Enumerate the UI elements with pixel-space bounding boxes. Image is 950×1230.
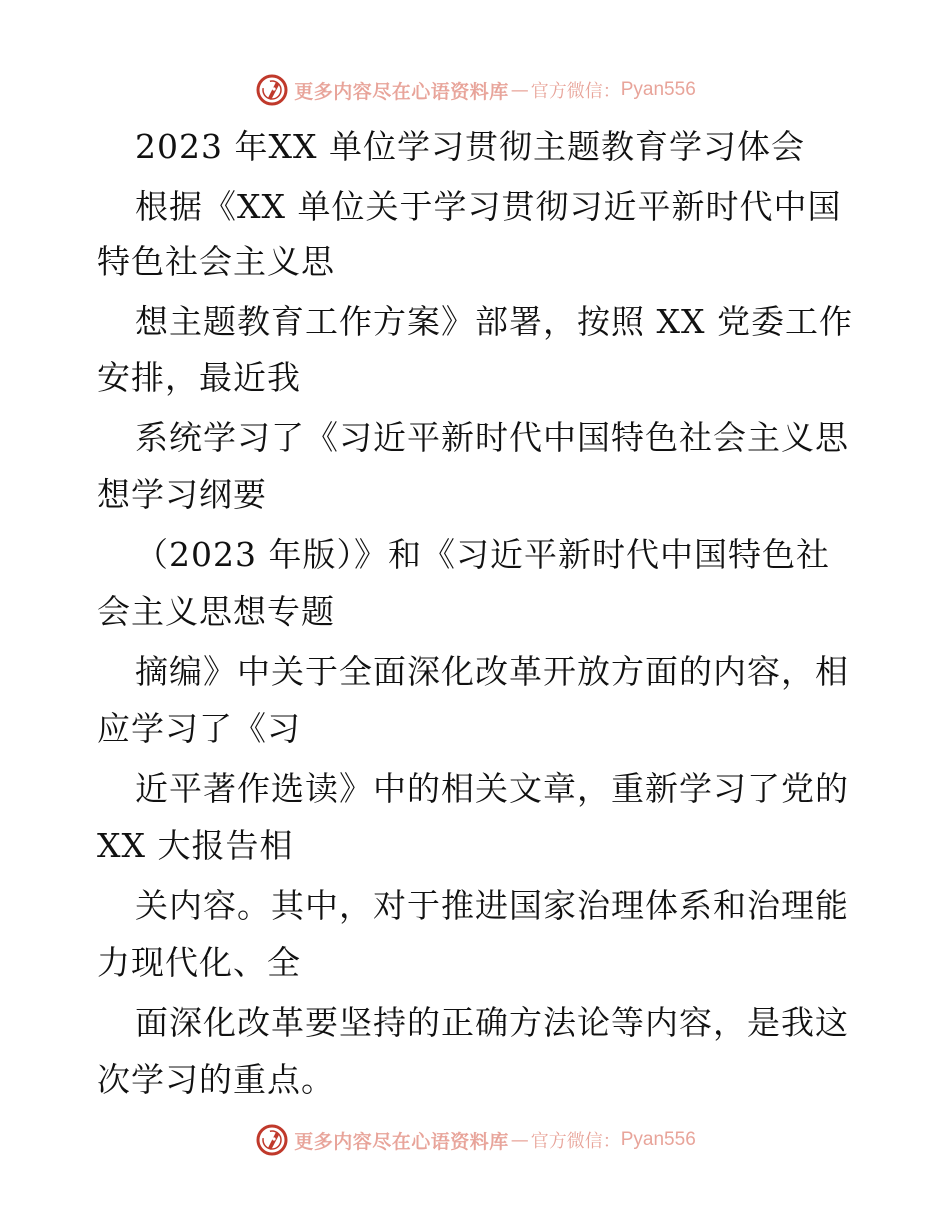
paragraph-line: XX 大报告相 [97,826,294,865]
paragraph-line: 会主义思想专题 [97,592,335,631]
paragraph-line: 次学习的重点。 [97,1060,335,1099]
paragraph-line: 关内容。其中，对于推进国家治理体系和治理能 [135,886,849,925]
banner-wechat-id: Pyan556 [620,1129,696,1150]
paragraph-line: 力现代化、全 [97,943,301,982]
paragraph-line: （2023 年版）》和《习近平新时代中国特色社 [135,535,830,574]
banner-separator: — [510,79,529,101]
paragraph-line: 想主题教育工作方案》部署，按照 XX 党委工作 [135,302,853,341]
pen-nib-logo-icon [254,1122,290,1158]
paragraph-line: 摘编》中关于全面深化改革开放方面的内容，相 [135,652,849,691]
banner-separator: — [510,1129,529,1151]
header-watermark-banner [0,70,950,110]
paragraph-line: 近平著作选读》中的相关文章，重新学习了党的 [135,769,849,808]
paragraph-line: 特色社会主义思 [97,242,335,281]
banner-wechat-label: 官方微信： [530,81,621,102]
paragraph-line: 想学习纲要 [97,475,267,514]
footer-watermark-banner [0,1120,950,1160]
paragraph-line: 应学习了《习 [97,709,301,748]
paragraph-line: 安排，最近我 [97,358,301,397]
banner-brand-text: 更多内容尽在心语资料库 [294,1130,509,1153]
document-title: 2023 年XX 单位学习贯彻主题教育学习体会 [135,127,805,166]
banner-wechat-label: 官方微信： [530,1131,621,1152]
paragraph-line: 系统学习了《习近平新时代中国特色社会主义思 [135,418,849,457]
pen-nib-logo-icon [254,72,290,108]
paragraph-line: 根据《XX 单位关于学习贯彻习近平新时代中国 [135,187,842,226]
paragraph-line: 面深化改革要坚持的正确方法论等内容，是我这 [135,1003,849,1042]
banner-wechat-id: Pyan556 [620,79,696,100]
banner-brand-text: 更多内容尽在心语资料库 [294,80,509,103]
